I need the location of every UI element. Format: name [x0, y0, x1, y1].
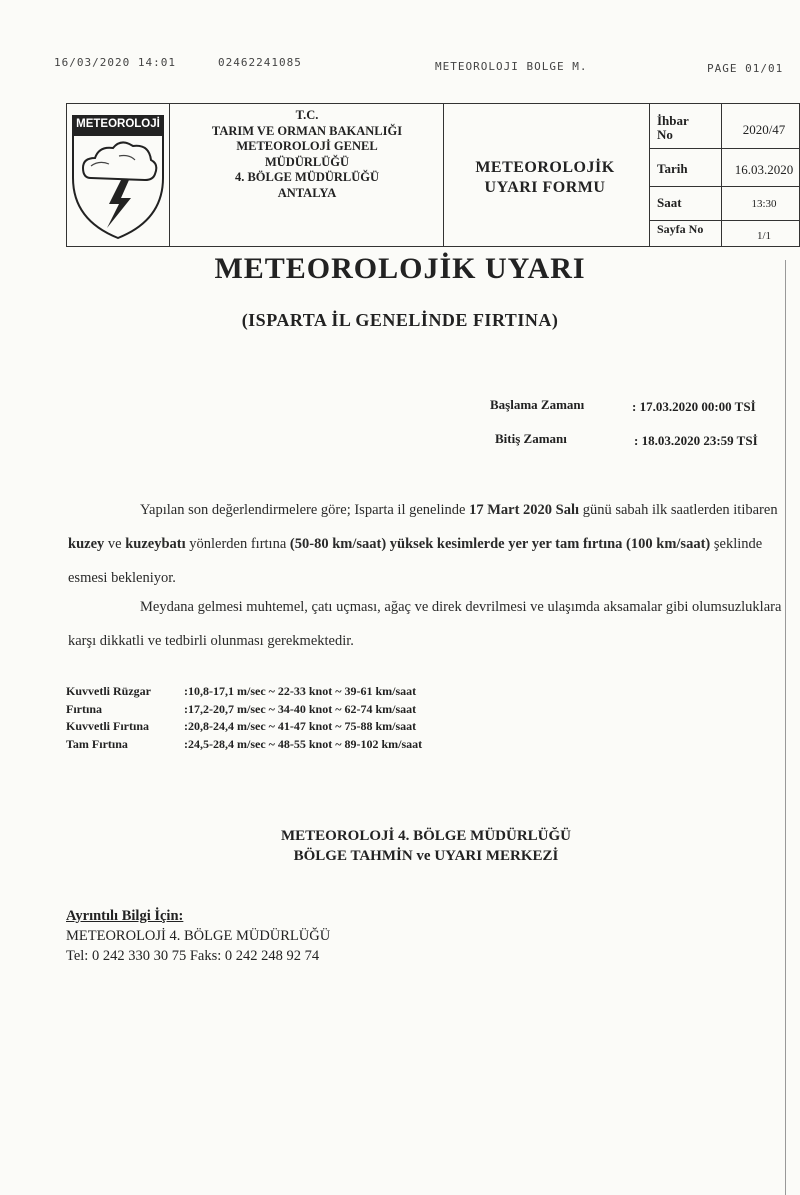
- scale-row: [66, 718, 422, 736]
- page-subtitle: (ISPARTA İL GENELİNDE FIRTINA): [241, 310, 559, 330]
- scale-row: [66, 701, 422, 719]
- ihbar-label: İhbar No: [657, 113, 689, 142]
- fax-sender: METEOROLOJI BOLGE M.: [435, 60, 588, 73]
- tarih-value: 16.03.2020: [734, 162, 794, 177]
- end-label: Bitiş Zamanı: [495, 431, 567, 446]
- signature-line: BÖLGE TAHMİN ve UYARI MERKEZİ: [293, 848, 559, 864]
- form-title: [443, 158, 647, 198]
- scale-range: :24,5-28,4 m/sec ~ 48-55 knot ~ 89-102 km/saat: [184, 736, 423, 751]
- contact-heading: Ayrıntılı Bilgi İçin:: [66, 908, 184, 924]
- ihbar-value: 2020/47: [742, 122, 786, 137]
- end-value: : 18.03.2020 23:59 TSİ: [634, 433, 758, 448]
- scale-range: :20,8-24,4 m/sec ~ 41-47 knot ~ 75-88 km/saat: [184, 719, 417, 733]
- start-label: Başlama Zamanı: [490, 397, 585, 412]
- wind-scale: [66, 683, 422, 753]
- contact-phone: Tel: 0 242 330 30 75 Faks: 0 242 248 92 74: [66, 948, 320, 964]
- ministry-line: T.C.: [295, 108, 319, 122]
- saat-label: Saat: [657, 195, 682, 210]
- ministry-line: TARIM VE ORMAN BAKANLIĞI: [211, 123, 403, 138]
- scale-row: [66, 683, 422, 701]
- start-value: : 17.03.2020 00:00 TSİ: [632, 399, 756, 414]
- ministry-line: METEOROLOJİ GENEL: [236, 139, 378, 153]
- fax-datetime: 16/03/2020 14:01: [54, 56, 176, 69]
- signature-line: METEOROLOJİ 4. BÖLGE MÜDÜRLÜĞÜ: [280, 828, 572, 844]
- sayfa-value: 1/1: [756, 230, 772, 242]
- form-title-line: UYARI FORMU: [484, 179, 606, 196]
- speed-emphasis: (50-80 km/saat) yüksek kesimlerde yer yer tam fırtına (100 km/saat): [289, 536, 711, 552]
- text: yönlerden fırtına: [185, 536, 290, 552]
- saat-value: 13:30: [751, 198, 777, 210]
- ministry-line: 4. BÖLGE MÜDÜRLÜĞÜ: [234, 170, 380, 184]
- warning-paragraph: [68, 493, 792, 595]
- signature-block: [0, 826, 800, 866]
- form-title-line: METEOROLOJİK: [475, 159, 615, 176]
- header-table: [66, 103, 800, 247]
- scale-name: Fırtına: [66, 701, 102, 716]
- text: ve: [104, 536, 126, 552]
- scale-name: Kuvvetli Fırtına: [66, 719, 149, 733]
- date-emphasis: 17 Mart 2020 Salı: [469, 502, 580, 518]
- scale-row: [66, 736, 422, 754]
- logo-text: METEOROLOJİ: [76, 118, 160, 130]
- fax-number: 02462241085: [218, 56, 302, 69]
- scan-edge-line: [785, 260, 786, 1195]
- logo: [69, 108, 167, 244]
- direction-emphasis: kuzeybatı: [125, 536, 186, 552]
- tarih-label: Tarih: [657, 161, 688, 176]
- direction-emphasis: kuzey: [68, 536, 105, 552]
- scale-name: Kuvvetli Rüzgar: [66, 684, 151, 698]
- scale-name: Tam Fırtına: [66, 736, 128, 751]
- ministry-line: MÜDÜRLÜĞÜ: [264, 154, 350, 169]
- contact-org: METEOROLOJİ 4. BÖLGE MÜDÜRLÜĞÜ: [66, 928, 331, 944]
- text: şeklinde esmesi bekleniyor.: [68, 536, 763, 586]
- contact-block: [66, 906, 330, 966]
- page-title: METEOROLOJİK UYARI: [214, 252, 586, 285]
- advice-paragraph: Meydana gelmesi muhtemel, çatı uçması, ağaç ve direk devrilmesi ve ulaşımda aksamalar gibi olumsuzluklara karşı dikkatli ve tedbirli olunması gerekmektedir.: [68, 599, 782, 649]
- text: günü sabah ilk saatlerden itibaren: [579, 502, 778, 518]
- sayfa-label: Sayfa No: [657, 222, 704, 236]
- ministry-block: [171, 108, 443, 201]
- ministry-line: ANTALYA: [277, 185, 337, 200]
- text: Yapılan son değerlendirmelere göre; Isparta il genelinde: [140, 502, 470, 518]
- fax-page: PAGE 01/01: [707, 62, 784, 75]
- scale-range: :10,8-17,1 m/sec ~ 22-33 knot ~ 39-61 km/saat: [184, 684, 417, 698]
- scale-range: :17,2-20,7 m/sec ~ 34-40 knot ~ 62-74 km/saat: [184, 701, 417, 716]
